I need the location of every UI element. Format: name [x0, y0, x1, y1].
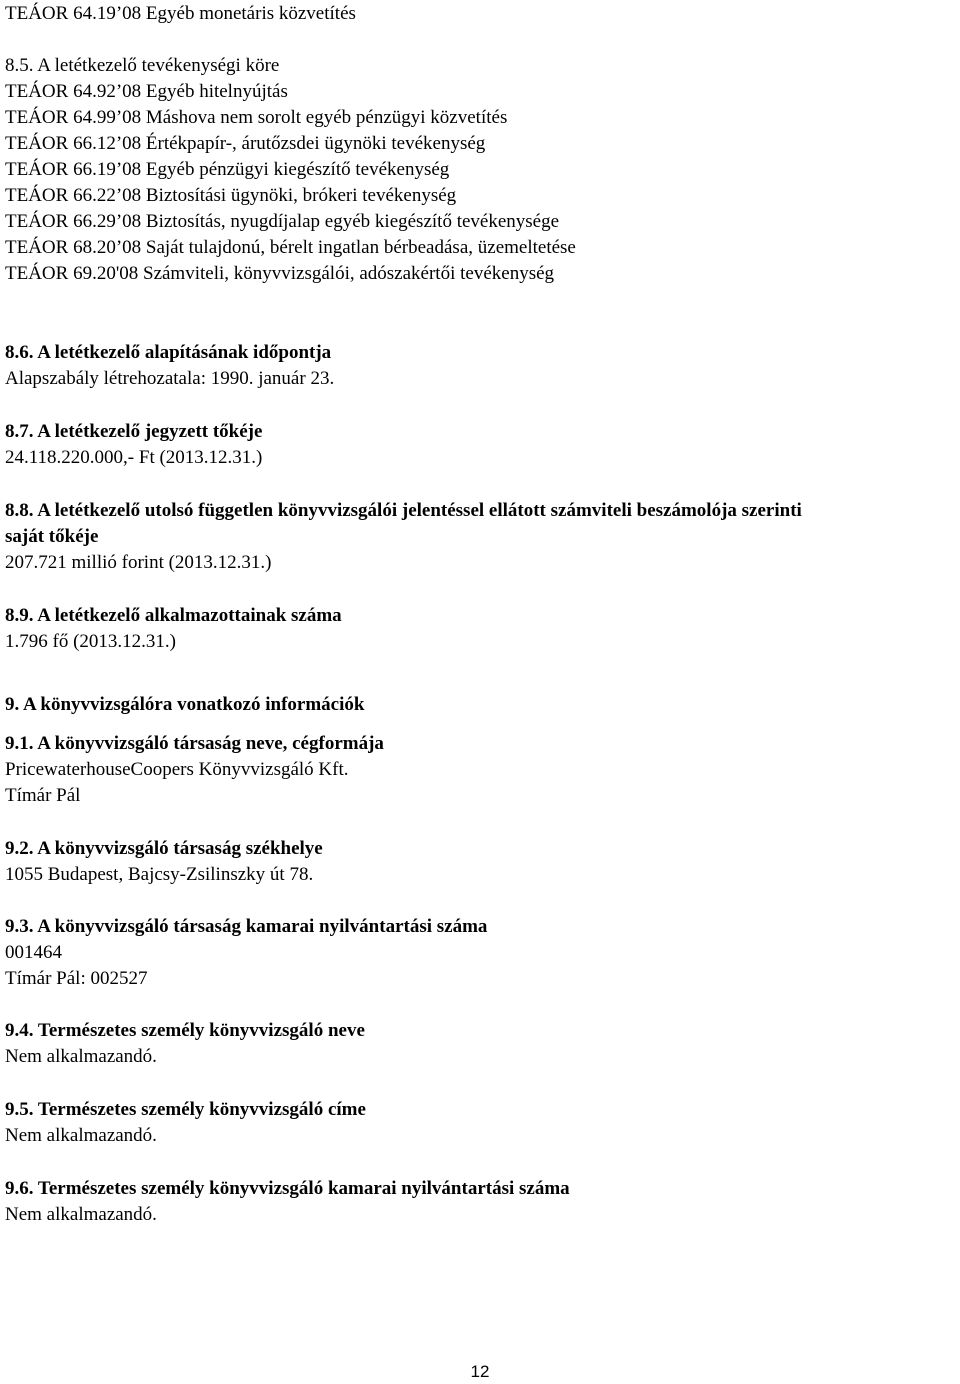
section-value: Tímár Pál [5, 785, 81, 806]
teaor-line: TEÁOR 64.19’08 Egyéb monetáris közvetítés [5, 3, 356, 24]
section-value: Nem alkalmazandó. [5, 1204, 157, 1225]
teaor-line: TEÁOR 68.20’08 Saját tulajdonú, bérelt ingatlan bérbeadása, üzemeltetése [5, 237, 576, 258]
section-heading-9: 9. A könyvvizsgálóra vonatkozó információk [5, 694, 365, 715]
teaor-line: TEÁOR 66.22’08 Biztosítási ügynöki, brókeri tevékenység [5, 185, 457, 206]
teaor-line: TEÁOR 66.29’08 Biztosítás, nyugdíjalap egyéb kiegészítő tevékenysége [5, 211, 560, 232]
section-heading-8-5: 8.5. A letétkezelő tevékenységi köre [5, 55, 280, 76]
section-heading-8-7: 8.7. A letétkezelő jegyzett tőkéje [5, 421, 263, 442]
section-value: 1.796 fő (2013.12.31.) [5, 631, 176, 652]
section-value: 1055 Budapest, Bajcsy-Zsilinszky út 78. [5, 864, 314, 885]
section-heading-8-8-cont: saját tőkéje [5, 526, 99, 547]
section-value: 207.721 millió forint (2013.12.31.) [5, 552, 272, 573]
section-value: Nem alkalmazandó. [5, 1125, 157, 1146]
teaor-line: TEÁOR 66.19’08 Egyéb pénzügyi kiegészítő tevékenység [5, 159, 450, 180]
teaor-line: TEÁOR 64.99’08 Máshova nem sorolt egyéb pénzügyi közvetítés [5, 107, 508, 128]
section-heading-9-2: 9.2. A könyvvizsgáló társaság székhelye [5, 838, 323, 859]
teaor-line: TEÁOR 64.92’08 Egyéb hitelnyújtás [5, 81, 288, 102]
section-heading-9-6: 9.6. Természetes személy könyvvizsgáló kamarai nyilvántartási száma [5, 1178, 570, 1199]
section-value: Tímár Pál: 002527 [5, 968, 148, 989]
section-heading-9-4: 9.4. Természetes személy könyvvizsgáló neve [5, 1020, 365, 1041]
page-number: 12 [470, 1362, 490, 1381]
section-value: 001464 [5, 942, 62, 963]
section-heading-8-8: 8.8. A letétkezelő utolsó független könyvvizsgálói jelentéssel ellátott számviteli beszámolója szerinti [5, 500, 802, 521]
section-value: Alapszabály létrehozatala: 1990. január 23. [5, 368, 335, 389]
section-heading-9-1: 9.1. A könyvvizsgáló társaság neve, cégformája [5, 733, 384, 754]
section-heading-9-5: 9.5. Természetes személy könyvvizsgáló címe [5, 1099, 366, 1120]
teaor-line: TEÁOR 69.20'08 Számviteli, könyvvizsgálói, adószakértői tevékenység [5, 263, 555, 284]
section-heading-8-6: 8.6. A letétkezelő alapításának időpontja [5, 342, 332, 363]
section-value: Nem alkalmazandó. [5, 1046, 157, 1067]
section-value: 24.118.220.000,- Ft (2013.12.31.) [5, 447, 263, 468]
section-value: PricewaterhouseCoopers Könyvvizsgáló Kft. [5, 759, 349, 780]
teaor-line: TEÁOR 66.12’08 Értékpapír-, árutőzsdei ügynöki tevékenység [5, 133, 486, 154]
section-heading-8-9: 8.9. A letétkezelő alkalmazottainak száma [5, 605, 342, 626]
section-heading-9-3: 9.3. A könyvvizsgáló társaság kamarai nyilvántartási száma [5, 916, 488, 937]
